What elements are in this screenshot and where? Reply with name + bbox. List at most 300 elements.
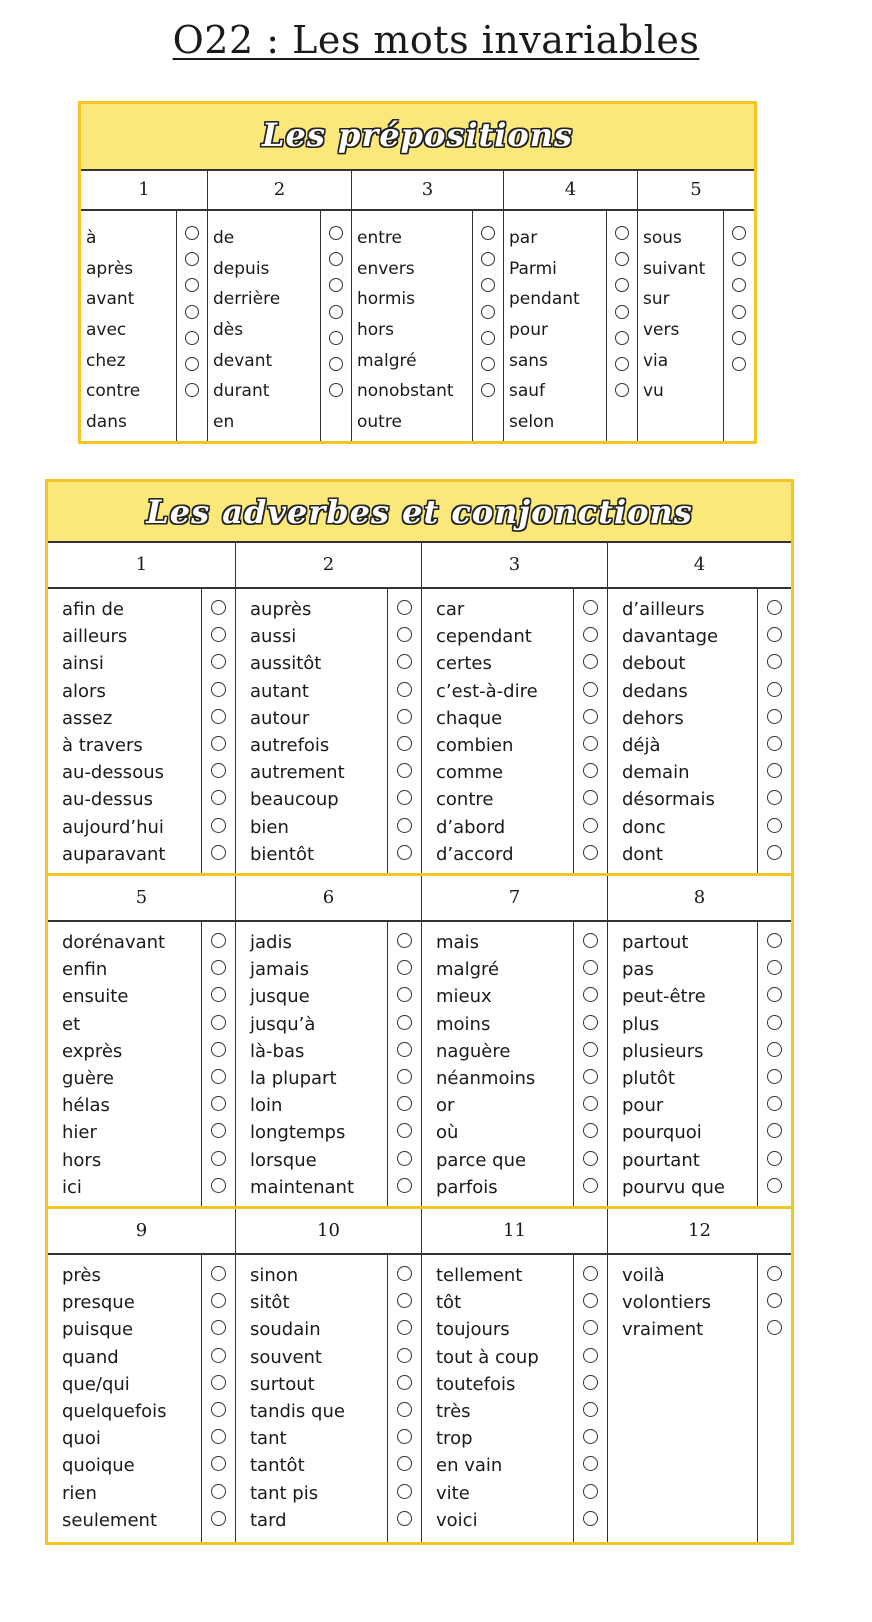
word-item: pourquoi xyxy=(622,1122,702,1144)
word-item: voici xyxy=(436,1509,478,1531)
check-circle[interactable] xyxy=(397,1069,412,1084)
check-circle[interactable] xyxy=(583,1042,598,1057)
check-circle[interactable] xyxy=(329,226,343,240)
check-circle[interactable] xyxy=(397,1348,412,1363)
word-list xyxy=(422,589,574,873)
column-header: 4 xyxy=(504,171,638,209)
check-circle[interactable] xyxy=(329,252,343,266)
word-item: plus xyxy=(622,1013,660,1035)
check-circle[interactable] xyxy=(732,252,746,266)
word-item: désormais xyxy=(622,789,715,811)
column-header: 1 xyxy=(81,171,208,209)
check-circle[interactable] xyxy=(211,960,226,975)
check-circle[interactable] xyxy=(481,305,495,319)
word-item: alors xyxy=(62,680,106,702)
word-item: plutôt xyxy=(622,1067,675,1089)
check-circle[interactable] xyxy=(329,357,343,371)
word-item: sauf xyxy=(509,381,546,402)
check-circle[interactable] xyxy=(211,1151,226,1166)
checkbox-list xyxy=(202,922,235,1206)
check-circle[interactable] xyxy=(211,1096,226,1111)
check-circle[interactable] xyxy=(185,252,199,266)
check-circle[interactable] xyxy=(615,252,629,266)
checkbox-list xyxy=(177,211,207,441)
check-circle[interactable] xyxy=(583,1178,598,1193)
check-circle[interactable] xyxy=(397,627,412,642)
word-column xyxy=(208,211,352,441)
word-item: à travers xyxy=(62,734,143,756)
check-circle[interactable] xyxy=(397,709,412,724)
word-item: davantage xyxy=(622,626,719,648)
check-circle[interactable] xyxy=(583,1375,598,1390)
check-circle[interactable] xyxy=(583,1151,598,1166)
checkbox-list xyxy=(574,589,607,873)
word-item: soudain xyxy=(250,1319,321,1341)
check-circle[interactable] xyxy=(397,987,412,1002)
check-circle[interactable] xyxy=(583,1320,598,1335)
word-item: vite xyxy=(436,1482,470,1504)
check-circle[interactable] xyxy=(583,654,598,669)
check-circle[interactable] xyxy=(767,763,782,778)
word-item: dont xyxy=(622,843,663,865)
checkbox-list xyxy=(321,211,351,441)
adverbs-header-row xyxy=(48,876,791,922)
check-circle[interactable] xyxy=(397,1484,412,1499)
check-circle[interactable] xyxy=(397,1511,412,1526)
word-item: pas xyxy=(622,959,654,981)
word-list xyxy=(208,211,321,441)
check-circle[interactable] xyxy=(732,305,746,319)
prepositions-title: Les prépositions xyxy=(81,104,754,171)
word-item: quand xyxy=(62,1346,119,1368)
word-item: par xyxy=(509,228,538,248)
word-item: jadis xyxy=(250,932,292,953)
word-item: tôt xyxy=(436,1292,462,1314)
check-circle[interactable] xyxy=(397,933,412,948)
word-item: loin xyxy=(250,1095,283,1117)
word-list xyxy=(608,922,758,1206)
word-item: voilà xyxy=(622,1265,665,1286)
check-circle[interactable] xyxy=(767,1151,782,1166)
check-circle[interactable] xyxy=(583,1484,598,1499)
checkbox-list xyxy=(202,1255,235,1542)
word-item: dehors xyxy=(622,707,684,729)
check-circle[interactable] xyxy=(767,600,782,615)
check-circle[interactable] xyxy=(481,252,495,266)
check-circle[interactable] xyxy=(397,736,412,751)
word-list xyxy=(81,211,177,441)
word-item: hormis xyxy=(357,289,416,310)
check-circle[interactable] xyxy=(767,1320,782,1335)
word-item: seulement xyxy=(62,1509,158,1531)
check-circle[interactable] xyxy=(767,1266,782,1281)
check-circle[interactable] xyxy=(211,987,226,1002)
word-item: hélas xyxy=(62,1095,110,1117)
word-item: presque xyxy=(62,1292,135,1314)
check-circle[interactable] xyxy=(583,1015,598,1030)
check-circle[interactable] xyxy=(583,1402,598,1417)
word-item: hors xyxy=(357,320,395,341)
word-item: aussi xyxy=(250,626,297,648)
check-circle[interactable] xyxy=(211,1293,226,1308)
check-circle[interactable] xyxy=(583,1429,598,1444)
check-circle[interactable] xyxy=(767,1178,782,1193)
check-circle[interactable] xyxy=(185,383,199,397)
word-item: avant xyxy=(86,289,135,310)
check-circle[interactable] xyxy=(481,278,495,292)
column-header: 5 xyxy=(690,179,702,200)
check-circle[interactable] xyxy=(185,331,199,345)
check-circle[interactable] xyxy=(211,1348,226,1363)
check-circle[interactable] xyxy=(397,600,412,615)
check-circle[interactable] xyxy=(397,818,412,833)
adverbs-body-row xyxy=(48,589,791,876)
word-item: certes xyxy=(436,653,492,675)
word-item: à xyxy=(86,228,97,248)
check-circle[interactable] xyxy=(211,1429,226,1444)
check-circle[interactable] xyxy=(767,1042,782,1057)
check-circle[interactable] xyxy=(767,709,782,724)
column-header: 10 xyxy=(236,1209,422,1253)
check-circle[interactable] xyxy=(211,1511,226,1526)
word-column xyxy=(236,922,422,1206)
check-circle[interactable] xyxy=(583,1348,598,1363)
check-circle[interactable] xyxy=(583,845,598,860)
word-item: d’ailleurs xyxy=(622,599,705,620)
word-column xyxy=(608,589,791,873)
word-item: pourvu que xyxy=(622,1176,725,1198)
word-item: sitôt xyxy=(250,1292,290,1314)
word-item: dès xyxy=(213,320,244,341)
word-list xyxy=(236,922,388,1206)
column-header: 5 xyxy=(48,876,236,920)
check-circle[interactable] xyxy=(732,331,746,345)
word-item: ici xyxy=(62,1176,82,1198)
check-circle[interactable] xyxy=(615,383,629,397)
check-circle[interactable] xyxy=(732,226,746,240)
word-item: volontiers xyxy=(622,1292,711,1314)
word-item: plusieurs xyxy=(622,1040,704,1062)
check-circle[interactable] xyxy=(583,1069,598,1084)
word-item: dans xyxy=(86,412,127,433)
check-circle[interactable] xyxy=(211,654,226,669)
check-circle[interactable] xyxy=(767,933,782,948)
check-circle[interactable] xyxy=(397,1402,412,1417)
word-item: outre xyxy=(357,412,402,433)
checkbox-list xyxy=(388,589,421,873)
word-item: aujourd’hui xyxy=(62,816,164,838)
check-circle[interactable] xyxy=(397,1151,412,1166)
check-circle[interactable] xyxy=(185,226,199,240)
check-circle[interactable] xyxy=(397,1266,412,1281)
word-item: rien xyxy=(62,1482,97,1504)
check-circle[interactable] xyxy=(211,1320,226,1335)
check-circle[interactable] xyxy=(583,1293,598,1308)
word-list xyxy=(48,589,202,873)
check-circle[interactable] xyxy=(583,818,598,833)
check-circle[interactable] xyxy=(767,987,782,1002)
check-circle[interactable] xyxy=(211,933,226,948)
check-circle[interactable] xyxy=(211,627,226,642)
word-item: auparavant xyxy=(62,843,166,865)
word-item: sur xyxy=(643,289,670,310)
checkbox-list xyxy=(758,589,791,873)
check-circle[interactable] xyxy=(397,1375,412,1390)
check-circle[interactable] xyxy=(185,278,199,292)
word-item: vu xyxy=(643,381,664,402)
check-circle[interactable] xyxy=(397,1293,412,1308)
check-circle[interactable] xyxy=(211,1375,226,1390)
adverbs-title: Les adverbes et conjonctions xyxy=(48,482,791,543)
word-item: or xyxy=(436,1095,455,1117)
column-header: 11 xyxy=(422,1209,608,1253)
word-item: exprès xyxy=(62,1040,123,1062)
check-circle[interactable] xyxy=(767,790,782,805)
word-list xyxy=(422,922,574,1206)
checkbox-list xyxy=(574,1255,607,1542)
word-item: comme xyxy=(436,762,504,784)
check-circle[interactable] xyxy=(397,1429,412,1444)
check-circle[interactable] xyxy=(397,1123,412,1138)
adverbs-header-row xyxy=(48,543,791,589)
word-item: en vain xyxy=(436,1455,503,1477)
check-circle[interactable] xyxy=(583,600,598,615)
word-item: selon xyxy=(509,412,555,433)
word-item: afin de xyxy=(62,599,124,620)
word-item: néanmoins xyxy=(436,1067,536,1089)
check-circle[interactable] xyxy=(185,305,199,319)
word-item: tout à coup xyxy=(436,1346,539,1368)
column-header: 1 xyxy=(48,543,236,587)
word-item: ensuite xyxy=(62,986,129,1008)
check-circle[interactable] xyxy=(583,736,598,751)
check-circle[interactable] xyxy=(397,790,412,805)
word-item: de xyxy=(213,228,235,248)
word-item: surtout xyxy=(250,1373,315,1395)
check-circle[interactable] xyxy=(211,818,226,833)
word-column xyxy=(504,211,638,441)
check-circle[interactable] xyxy=(185,357,199,371)
word-item: hier xyxy=(62,1122,97,1144)
check-circle[interactable] xyxy=(211,682,226,697)
word-item: lorsque xyxy=(250,1149,317,1171)
checkbox-list xyxy=(202,589,235,873)
check-circle[interactable] xyxy=(397,1178,412,1193)
check-circle[interactable] xyxy=(397,960,412,975)
checkbox-list xyxy=(724,211,754,441)
checkbox-list xyxy=(758,922,791,1206)
check-circle[interactable] xyxy=(481,357,495,371)
check-circle[interactable] xyxy=(767,1096,782,1111)
check-circle[interactable] xyxy=(397,1096,412,1111)
word-item: sans xyxy=(509,350,548,371)
check-circle[interactable] xyxy=(583,960,598,975)
check-circle[interactable] xyxy=(615,331,629,345)
check-circle[interactable] xyxy=(397,1015,412,1030)
check-circle[interactable] xyxy=(767,1123,782,1138)
word-item: déjà xyxy=(622,734,661,756)
check-circle[interactable] xyxy=(583,1123,598,1138)
check-circle[interactable] xyxy=(481,331,495,345)
word-item: sous xyxy=(643,228,682,248)
column-header: 2 xyxy=(208,171,352,209)
word-item: via xyxy=(643,350,669,371)
check-circle[interactable] xyxy=(767,845,782,860)
check-circle[interactable] xyxy=(732,357,746,371)
check-circle[interactable] xyxy=(583,709,598,724)
word-item: debout xyxy=(622,653,686,675)
column-header: 4 xyxy=(693,554,706,575)
checkbox-list xyxy=(758,1255,791,1542)
word-item: bientôt xyxy=(250,843,315,865)
word-item: tandis que xyxy=(250,1400,345,1422)
word-list xyxy=(504,211,607,441)
check-circle[interactable] xyxy=(397,1456,412,1471)
check-circle[interactable] xyxy=(583,1096,598,1111)
word-item: chaque xyxy=(436,707,503,729)
check-circle[interactable] xyxy=(767,960,782,975)
check-circle[interactable] xyxy=(329,383,343,397)
check-circle[interactable] xyxy=(583,682,598,697)
check-circle[interactable] xyxy=(397,763,412,778)
check-circle[interactable] xyxy=(211,763,226,778)
word-item: où xyxy=(436,1122,459,1144)
word-item: malgré xyxy=(357,350,417,371)
check-circle[interactable] xyxy=(583,1511,598,1526)
check-circle[interactable] xyxy=(211,1456,226,1471)
check-circle[interactable] xyxy=(767,1293,782,1308)
check-circle[interactable] xyxy=(583,627,598,642)
check-circle[interactable] xyxy=(767,654,782,669)
word-item: Parmi xyxy=(509,258,557,279)
check-circle[interactable] xyxy=(481,226,495,240)
check-circle[interactable] xyxy=(767,682,782,697)
checkbox-list xyxy=(388,922,421,1206)
word-item: contre xyxy=(436,789,494,811)
word-list xyxy=(236,1255,388,1542)
word-item: longtemps xyxy=(250,1122,346,1144)
word-item: depuis xyxy=(213,258,270,279)
check-circle[interactable] xyxy=(211,1042,226,1057)
check-circle[interactable] xyxy=(767,1069,782,1084)
check-circle[interactable] xyxy=(329,278,343,292)
check-circle[interactable] xyxy=(211,1484,226,1499)
check-circle[interactable] xyxy=(615,278,629,292)
word-item: après xyxy=(86,258,134,279)
check-circle[interactable] xyxy=(211,1402,226,1417)
check-circle[interactable] xyxy=(211,1069,226,1084)
column-header: 3 xyxy=(352,171,504,209)
word-list xyxy=(236,589,388,873)
word-item: chez xyxy=(86,350,126,371)
check-circle[interactable] xyxy=(583,987,598,1002)
check-circle[interactable] xyxy=(732,278,746,292)
check-circle[interactable] xyxy=(583,1456,598,1471)
check-circle[interactable] xyxy=(211,736,226,751)
word-item: partout xyxy=(622,932,689,953)
prepositions-header-row xyxy=(81,171,754,211)
word-item: au-dessous xyxy=(62,762,164,784)
adverbs-header-row xyxy=(48,1209,791,1255)
word-item: la plupart xyxy=(250,1067,337,1089)
adverbs-body-row xyxy=(48,922,791,1209)
word-column xyxy=(422,922,608,1206)
word-item: maintenant xyxy=(250,1176,355,1198)
column-header: 8 xyxy=(693,887,706,908)
word-item: jusqu’à xyxy=(250,1013,316,1035)
check-circle[interactable] xyxy=(211,1015,226,1030)
word-list xyxy=(638,211,724,441)
word-item: pour xyxy=(509,320,548,341)
column-header: 9 xyxy=(48,1209,236,1253)
check-circle[interactable] xyxy=(583,763,598,778)
word-item: tantôt xyxy=(250,1455,305,1477)
check-circle[interactable] xyxy=(329,305,343,319)
word-item: demain xyxy=(622,762,690,784)
check-circle[interactable] xyxy=(767,1015,782,1030)
word-item: malgré xyxy=(436,959,500,981)
check-circle[interactable] xyxy=(211,1266,226,1281)
check-circle[interactable] xyxy=(211,709,226,724)
word-item: pour xyxy=(622,1095,664,1117)
word-item: toutefois xyxy=(436,1373,516,1395)
word-item: mieux xyxy=(436,986,492,1008)
word-item: quelquefois xyxy=(62,1400,167,1422)
check-circle[interactable] xyxy=(397,1042,412,1057)
word-item: contre xyxy=(86,381,141,402)
word-item: devant xyxy=(213,350,273,371)
checkbox-list xyxy=(473,211,503,441)
check-circle[interactable] xyxy=(615,357,629,371)
word-item: suivant xyxy=(643,258,706,279)
check-circle[interactable] xyxy=(211,600,226,615)
word-item: aussitôt xyxy=(250,653,322,675)
check-circle[interactable] xyxy=(211,790,226,805)
word-item: dedans xyxy=(622,680,688,702)
word-item: là-bas xyxy=(250,1040,305,1062)
check-circle[interactable] xyxy=(767,736,782,751)
column-header: 7 xyxy=(422,876,608,920)
check-circle[interactable] xyxy=(329,331,343,345)
word-list xyxy=(352,211,473,441)
check-circle[interactable] xyxy=(767,627,782,642)
check-circle[interactable] xyxy=(767,818,782,833)
word-column xyxy=(608,1255,791,1542)
word-item: jusque xyxy=(250,986,310,1008)
word-list xyxy=(608,589,758,873)
word-item: beaucoup xyxy=(250,789,339,811)
word-column xyxy=(352,211,504,441)
check-circle[interactable] xyxy=(211,1178,226,1193)
word-item: bien xyxy=(250,816,289,838)
check-circle[interactable] xyxy=(583,790,598,805)
check-circle[interactable] xyxy=(481,383,495,397)
word-item: sinon xyxy=(250,1265,299,1286)
check-circle[interactable] xyxy=(397,1320,412,1335)
check-circle[interactable] xyxy=(397,845,412,860)
word-item: peut-être xyxy=(622,986,706,1008)
check-circle[interactable] xyxy=(397,682,412,697)
check-circle[interactable] xyxy=(583,933,598,948)
check-circle[interactable] xyxy=(583,1266,598,1281)
check-circle[interactable] xyxy=(615,226,629,240)
check-circle[interactable] xyxy=(211,845,226,860)
word-item: ainsi xyxy=(62,653,104,675)
check-circle[interactable] xyxy=(397,654,412,669)
check-circle[interactable] xyxy=(211,1123,226,1138)
checkbox-list xyxy=(607,211,637,441)
check-circle[interactable] xyxy=(615,305,629,319)
